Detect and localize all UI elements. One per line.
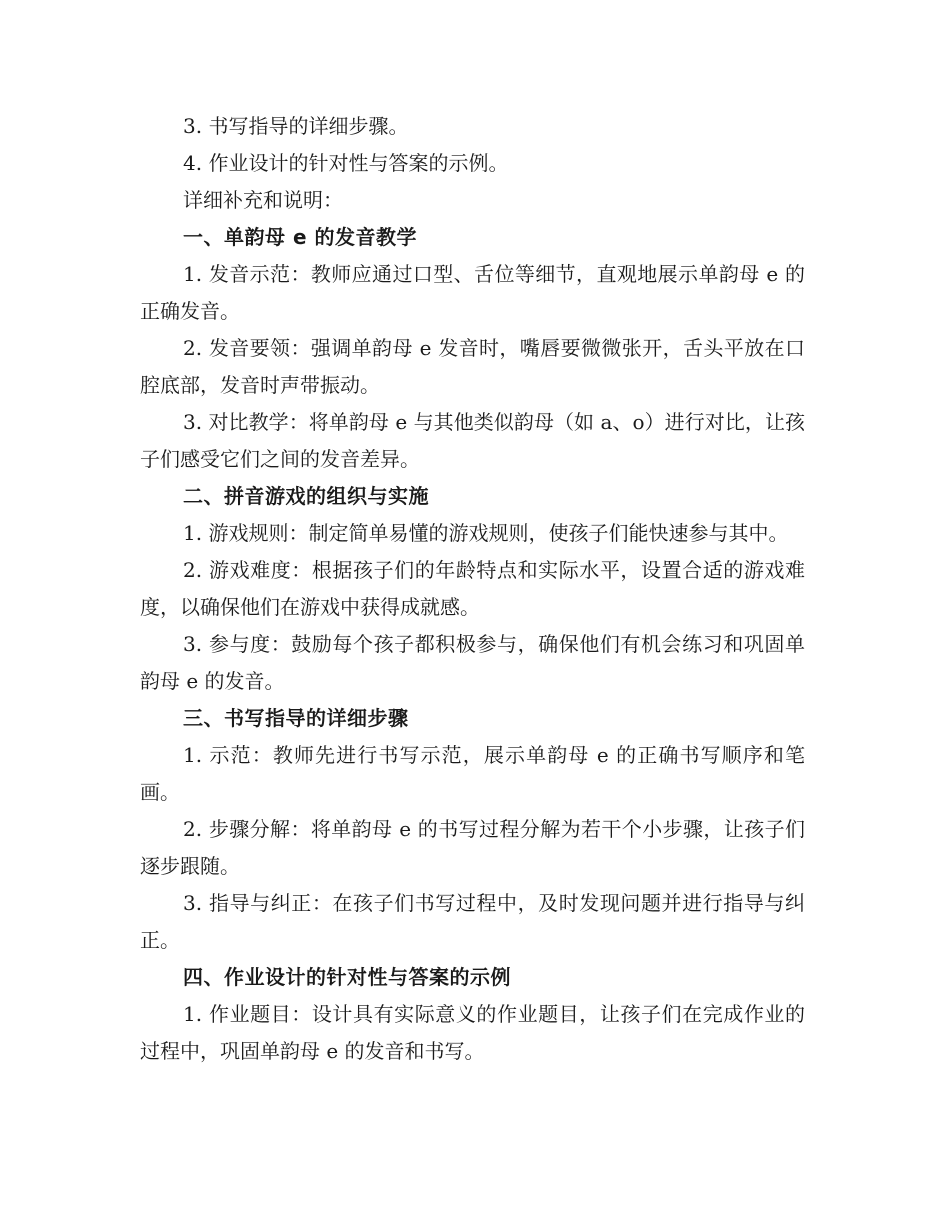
document-page <box>140 108 805 1070</box>
section-item: 1. 发音示范：教师应通过口型、舌位等细节，直观地展示单韵母 e 的正确发音。 <box>140 262 805 323</box>
section-heading: 四、作业设计的针对性与答案的示例 <box>183 965 511 989</box>
section-heading: 三、书写指导的详细步骤 <box>183 706 409 730</box>
section-heading: 一、单韵母 e 的发音教学 <box>183 225 417 249</box>
section-item: 3. 对比教学：将单韵母 e 与其他类似韵母（如 a、o）进行对比，让孩子们感受它们之间的发音差异。 <box>140 410 805 471</box>
intro-line: 3. 书写指导的详细步骤。 <box>183 114 409 138</box>
section-item: 1. 游戏规则：制定简单易懂的游戏规则，使孩子们能快速参与其中。 <box>183 521 789 545</box>
intro-line: 详细补充和说明： <box>183 188 343 212</box>
section-item: 3. 指导与纠正：在孩子们书写过程中，及时发现问题并进行指导与纠正。 <box>140 891 805 952</box>
section-item: 1. 示范：教师先进行书写示范，展示单韵母 e 的正确书写顺序和笔画。 <box>140 743 805 804</box>
section-item: 2. 发音要领：强调单韵母 e 发音时，嘴唇要微微张开，舌头平放在口腔底部，发音时声带振动。 <box>140 336 805 397</box>
intro-line: 4. 作业设计的针对性与答案的示例。 <box>183 151 509 175</box>
section-heading: 二、拼音游戏的组织与实施 <box>183 484 429 508</box>
section-item: 3. 参与度：鼓励每个孩子都积极参与，确保他们有机会练习和巩固单韵母 e 的发音。 <box>140 632 805 693</box>
section-item: 1. 作业题目：设计具有实际意义的作业题目，让孩子们在完成作业的过程中，巩固单韵母 e 的发音和书写。 <box>140 1002 805 1063</box>
section-item: 2. 游戏难度：根据孩子们的年龄特点和实际水平，设置合适的游戏难度，以确保他们在游戏中获得成就感。 <box>140 558 805 619</box>
section-item: 2. 步骤分解：将单韵母 e 的书写过程分解为若干个小步骤，让孩子们逐步跟随。 <box>140 817 805 878</box>
